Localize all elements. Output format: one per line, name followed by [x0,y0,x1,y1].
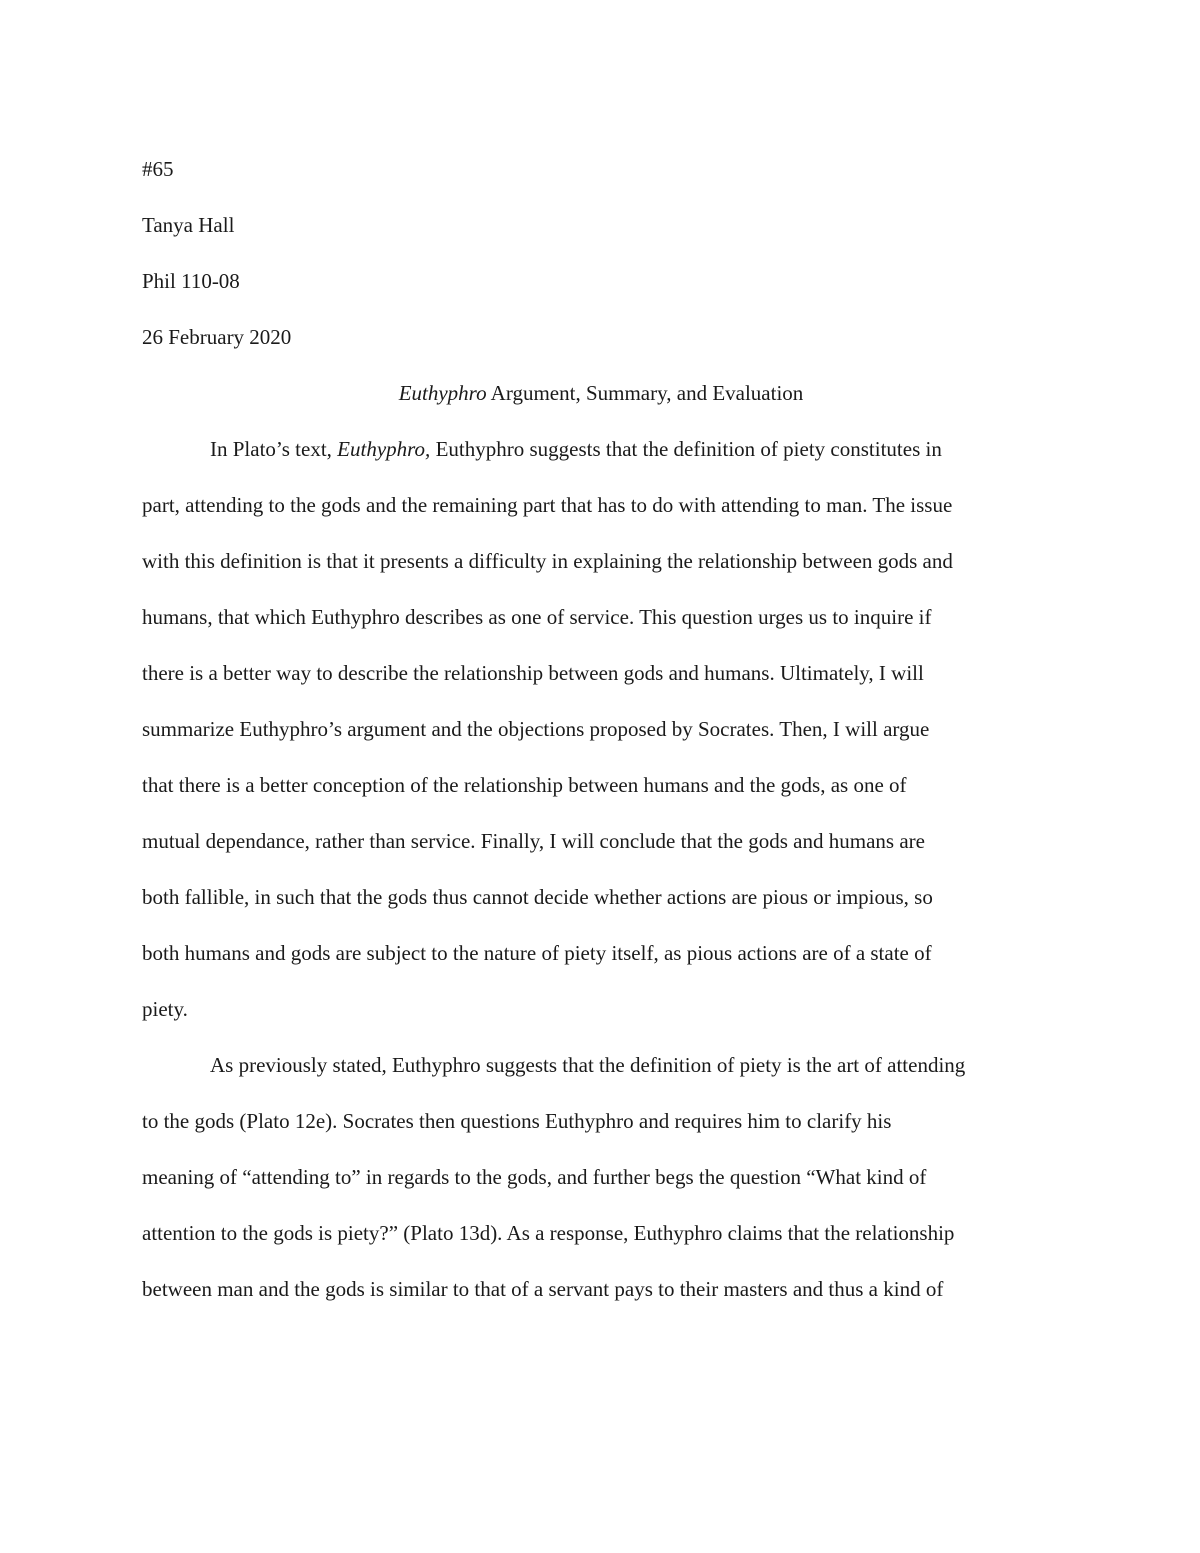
paragraph-line [142,421,1060,477]
paragraph-line: attention to the gods is piety?” (Plato 13d). As a response, Euthyphro claims that the relationship [142,1221,955,1245]
essay-number: #65 [142,157,174,181]
paragraph-line: that there is a better conception of the relationship between humans and the gods, as one of [142,773,907,797]
essay-title-italic: Euthyphro [398,381,487,405]
paragraph-line: mutual dependance, rather than service. Finally, I will conclude that the gods and humans are [142,829,925,853]
paragraph-intro [142,421,1060,1037]
line-text: Euthyphro suggests that the definition of piety constitutes in [430,437,942,461]
paragraph-line: both humans and gods are subject to the nature of piety itself, as pious actions are of a state of [142,941,932,965]
document-body [142,141,1060,1317]
paragraph-line: summarize Euthyphro’s argument and the objections proposed by Socrates. Then, I will argue [142,717,930,741]
book-title-italic: Euthyphro, [337,437,431,461]
paragraph-line: both fallible, in such that the gods thus cannot decide whether actions are pious or impious, so [142,885,933,909]
author-name: Tanya Hall [142,213,235,237]
line-text: In Plato’s text, [210,437,338,461]
paragraph-line: As previously stated, Euthyphro suggests that the definition of piety is the art of attending [210,1053,966,1077]
paragraph-summary [142,1037,1060,1317]
paragraph-line: with this definition is that it presents a difficulty in explaining the relationship between gods and [142,549,953,573]
paragraph-line: humans, that which Euthyphro describes as one of service. This question urges us to inquire if [142,605,932,629]
paragraph-line: there is a better way to describe the relationship between gods and humans. Ultimately, I will [142,661,924,685]
paragraph-line: between man and the gods is similar to that of a servant pays to their masters and thus a kind of [142,1277,944,1301]
essay-title [142,365,1060,421]
essay-title-rest: Argument, Summary, and Evaluation [486,381,804,405]
paragraph-line: piety. [142,997,188,1021]
course-code: Phil 110-08 [142,269,240,293]
paragraph-line: meaning of “attending to” in regards to the gods, and further begs the question “What kind of [142,1165,927,1189]
essay-date: 26 February 2020 [142,325,292,349]
paragraph-line: part, attending to the gods and the remaining part that has to do with attending to man. The issue [142,493,953,517]
paragraph-line: to the gods (Plato 12e). Socrates then questions Euthyphro and requires him to clarify his [142,1109,892,1133]
